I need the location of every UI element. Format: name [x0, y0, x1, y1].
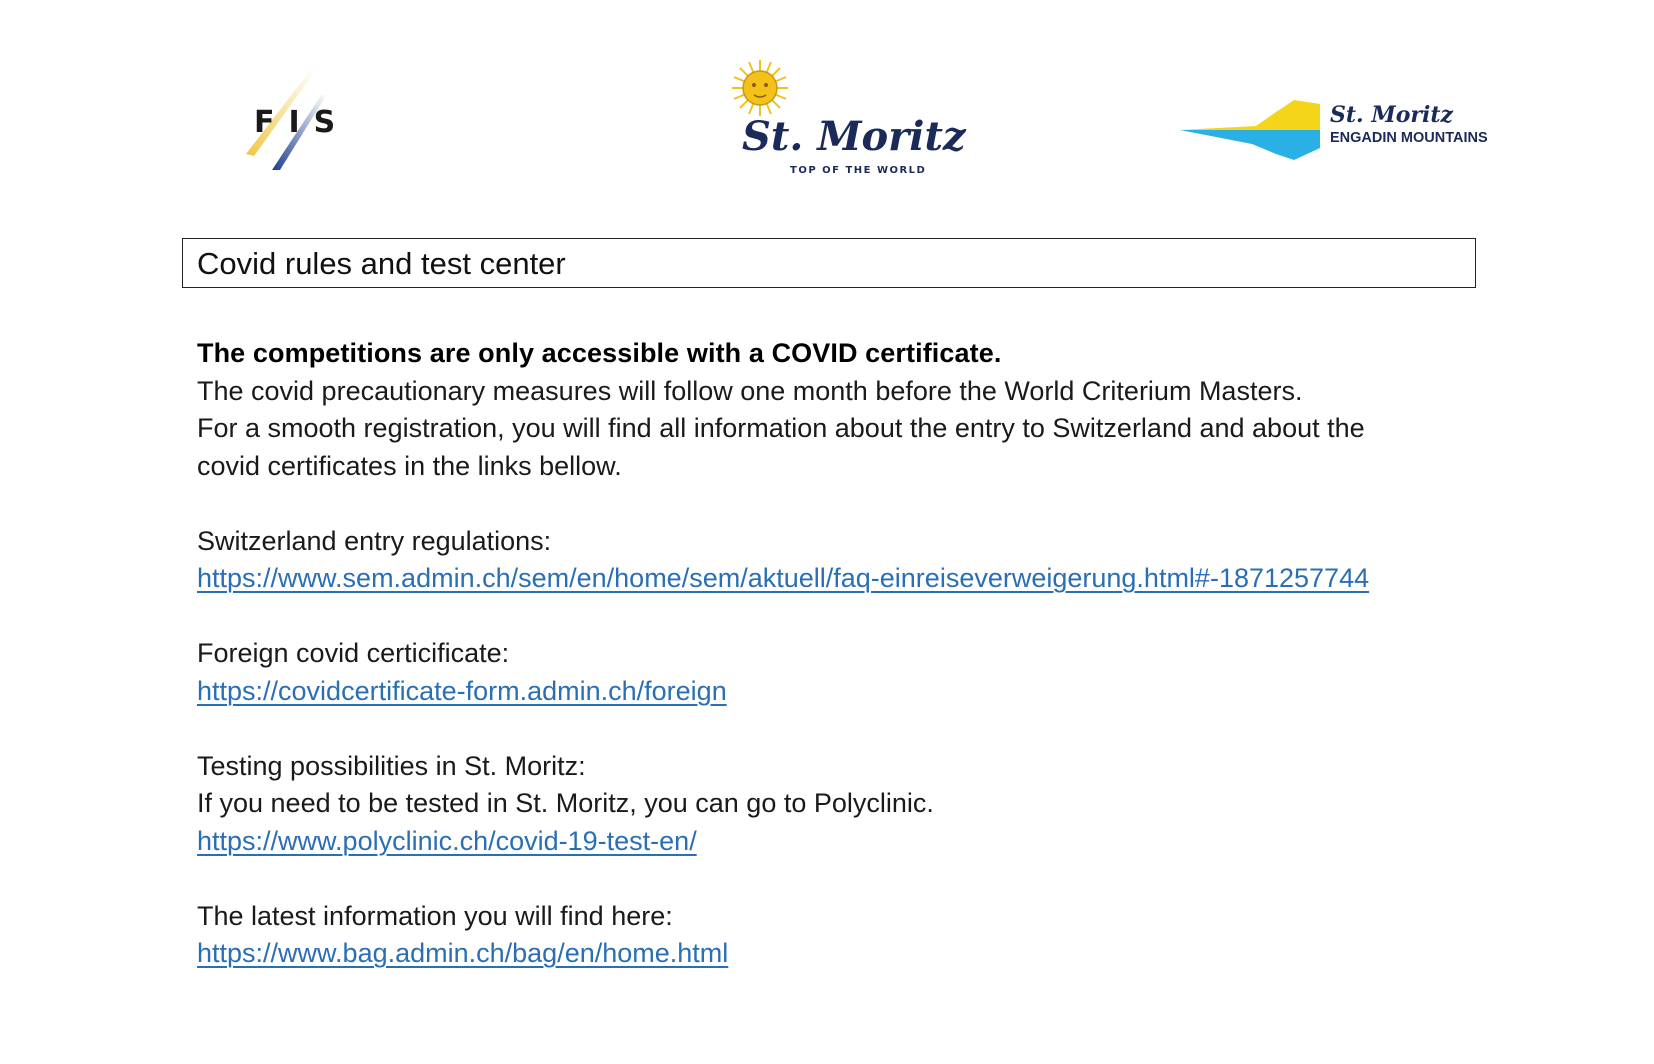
fis-logo-icon — [226, 66, 350, 172]
stmoritz-logo-icon — [728, 58, 966, 178]
testing-heading: Testing possibilities in St. Moritz: — [197, 750, 586, 781]
stmoritz-logo-text: St. Moritz — [742, 113, 966, 160]
intro-line-3: For a smooth registration, you will find all information about the entry to Switzerland and about the — [197, 413, 1365, 443]
testing-text: If you need to be tested in St. Moritz, you can go to Polyclinic. — [197, 788, 934, 818]
fis-logo-text: FIS — [254, 105, 350, 140]
title-box — [182, 238, 1476, 288]
engadin-mountains-logo — [1180, 96, 1488, 166]
stmoritz-logo-tagline: TOP OF THE WORLD — [790, 165, 927, 176]
engadin-logo-script: St. Moritz — [1330, 102, 1453, 128]
document-body — [197, 335, 1467, 973]
engadin-logo-icon — [1180, 96, 1488, 166]
fis-logo — [226, 66, 350, 172]
bag-link[interactable]: https://www.bag.admin.ch/bag/en/home.html — [197, 938, 729, 968]
polyclinic-link[interactable]: https://www.polyclinic.ch/covid-19-test-en/ — [197, 825, 697, 856]
sun-icon — [732, 60, 788, 116]
entry-regulations-link[interactable]: https://www.sem.admin.ch/sem/en/home/sem/aktuell/faq-einreiseverweigerung.html#-1871257744 — [197, 563, 1370, 593]
page-title: Covid rules and test center — [197, 246, 566, 281]
engadin-logo-text: ENGADIN MOUNTAINS — [1330, 130, 1488, 146]
intro-line-4: covid certificates in the links bellow. — [197, 450, 622, 481]
intro-line-2: The covid precautionary measures will follow one month before the World Criterium Masters. — [197, 375, 1303, 406]
foreign-certificate-link[interactable]: https://covidcertificate-form.admin.ch/foreign — [197, 675, 727, 706]
intro-bold-line: The competitions are only accessible with a COVID certificate. — [197, 338, 1002, 368]
stmoritz-logo — [728, 58, 966, 178]
entry-regulations-heading: Switzerland entry regulations: — [197, 525, 552, 556]
foreign-certificate-heading: Foreign covid certicificate: — [197, 638, 510, 668]
latest-info-heading: The latest information you will find here: — [197, 900, 673, 931]
